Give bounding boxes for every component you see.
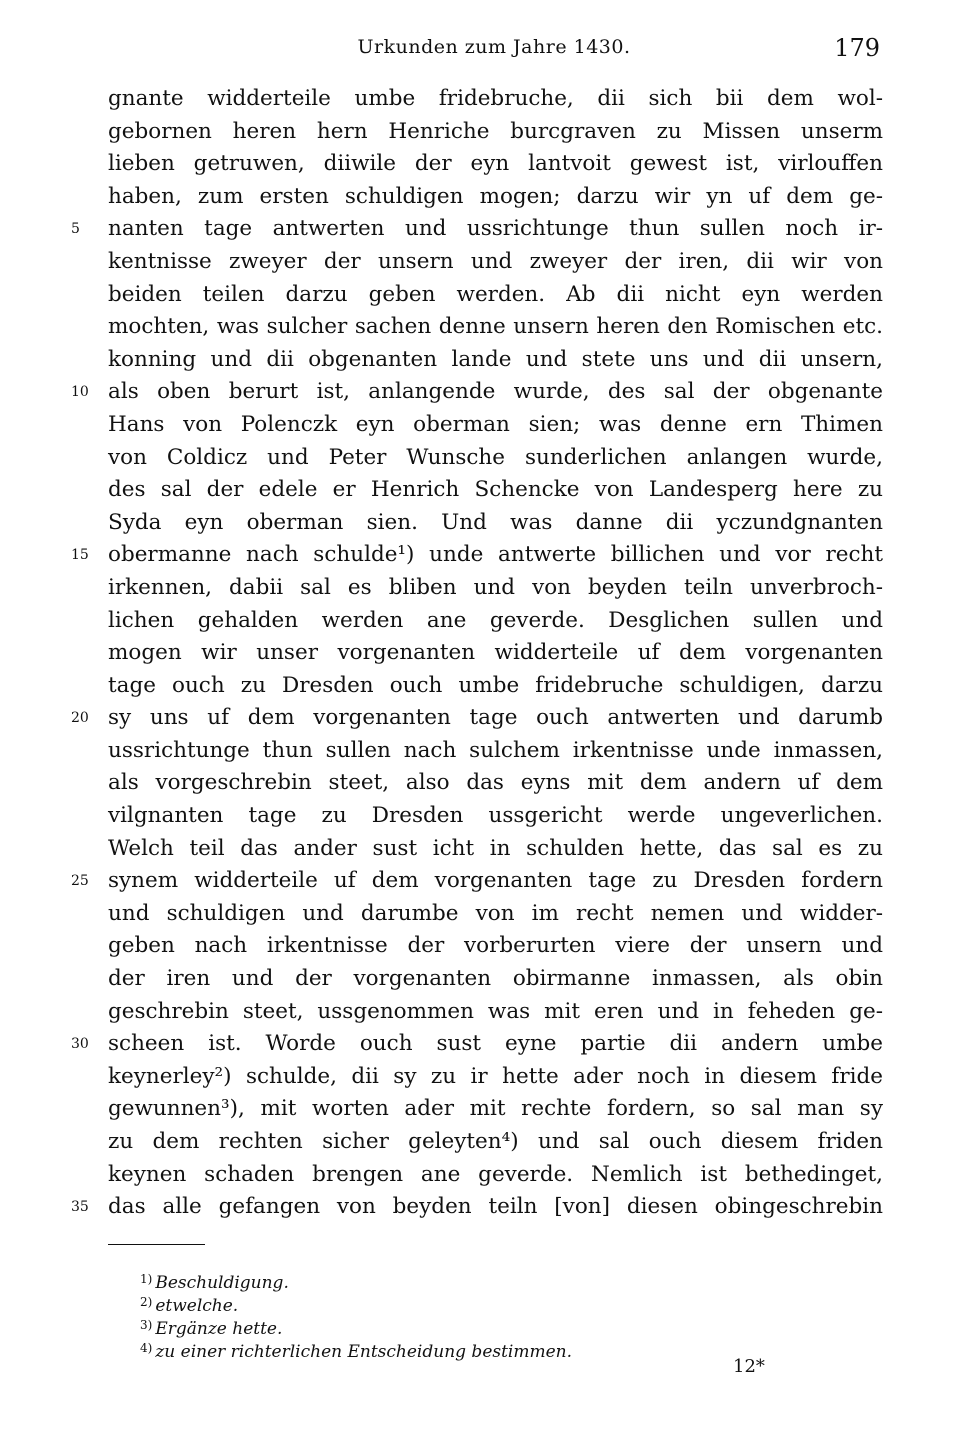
line-number: 30 xyxy=(71,1036,89,1053)
line-text: gnante widderteile umbe fridebruche, dii sich bii dem wol- xyxy=(108,86,883,111)
text-line xyxy=(108,474,883,507)
footnote xyxy=(140,1268,840,1291)
line-text: konning und dii obgenanten lande und stete uns und dii unsern, xyxy=(108,346,883,372)
text-line xyxy=(108,996,883,1029)
line-number: 15 xyxy=(71,547,89,564)
line-text: gebornen heren hern Henriche burcgraven zu Missen unserm xyxy=(108,118,883,144)
line-text: gewunnen³), mit worten ader mit rechte fordern, so sal man sy xyxy=(108,1096,883,1122)
line-text: sy uns uf dem vorgenanten tage ouch antwerten und darumb xyxy=(108,705,883,731)
footnotes xyxy=(140,1268,840,1360)
main-text xyxy=(71,83,883,1224)
line-number: 5 xyxy=(71,221,80,238)
line-text: ussrichtunge thun sullen nach sulchem irkentnisse unde inmassen, xyxy=(108,737,883,763)
text-line xyxy=(108,507,883,540)
line-text: lieben getruwen, diiwile der eyn lantvoit gewest ist, virlouffen xyxy=(108,151,883,177)
text-line xyxy=(108,1061,883,1094)
footnote-text: Ergänze hette. xyxy=(155,1319,283,1339)
text-line xyxy=(108,148,883,181)
page-number: 179 xyxy=(834,34,880,62)
text-line xyxy=(108,83,883,116)
text-line xyxy=(108,246,883,279)
line-number: 25 xyxy=(71,873,89,890)
line-number: 10 xyxy=(71,384,89,401)
text-line xyxy=(71,702,883,735)
footnote-text: Beschuldigung. xyxy=(155,1273,289,1293)
text-line xyxy=(108,735,883,768)
line-text: als vorgeschrebin steet, also das eyns mit dem andern uf dem xyxy=(108,770,883,796)
line-text: und schuldigen und darumbe von im recht nemen und widder- xyxy=(108,900,883,926)
line-number: 35 xyxy=(71,1199,89,1216)
footnote-divider xyxy=(108,1244,205,1245)
text-line xyxy=(108,409,883,442)
footnote-mark: 2) xyxy=(140,1295,153,1309)
footnote-mark: 3) xyxy=(140,1318,153,1332)
text-line xyxy=(108,605,883,638)
line-text: als oben berurt ist, anlangende wurde, des sal der obgenante xyxy=(108,379,883,405)
text-line xyxy=(108,279,883,312)
line-text: lichen gehalden werden ane geverde. Desglichen sullen und xyxy=(108,607,883,633)
line-text: nanten tage antwerten und ussrichtunge thun sullen noch ir- xyxy=(108,216,883,242)
page-header xyxy=(108,34,880,64)
line-text: das alle gefangen von beyden teiln [von] diesen obingeschrebin xyxy=(108,1194,883,1220)
line-text: mogen wir unser vorgenanten widderteile uf dem vorgenanten xyxy=(108,640,883,666)
text-line xyxy=(71,213,883,246)
line-text: synem widderteile uf dem vorgenanten tage zu Dresden fordern xyxy=(108,868,883,894)
footnote-text: zu einer richterlichen Entscheidung bestimmen. xyxy=(155,1342,573,1362)
text-line xyxy=(71,1028,883,1061)
line-text: Welch teil das ander sust icht in schulden hette, das sal es zu xyxy=(108,835,883,861)
text-line xyxy=(108,1159,883,1192)
text-line xyxy=(108,767,883,800)
signature-mark: 12* xyxy=(733,1356,765,1377)
footnote-mark: 1) xyxy=(140,1272,153,1286)
line-text: des sal der edele er Henrich Schencke von Landesperg here zu xyxy=(108,477,883,503)
text-line xyxy=(71,539,883,572)
text-line xyxy=(108,963,883,996)
line-number: 20 xyxy=(71,710,89,727)
text-line xyxy=(108,637,883,670)
line-text: geben nach irkentnisse der vorberurten viere der unsern und xyxy=(108,933,883,959)
footnote-mark: 4) xyxy=(140,1341,153,1355)
text-line xyxy=(108,930,883,963)
footnote-text: etwelche. xyxy=(155,1296,239,1316)
text-line xyxy=(108,800,883,833)
text-line xyxy=(108,311,883,344)
text-line xyxy=(108,1093,883,1126)
text-line xyxy=(108,116,883,149)
line-text: haben, zum ersten schuldigen mogen; darzu wir yn uf dem ge- xyxy=(108,183,883,209)
line-text: kentnisse zweyer der unsern und zweyer der iren, dii wir von xyxy=(108,248,883,274)
line-text: scheen ist. Worde ouch sust eyne partie dii andern umbe xyxy=(108,1031,883,1057)
line-text: von Coldicz und Peter Wunsche sunderlichen anlangen wurde, xyxy=(108,444,883,470)
text-line xyxy=(108,898,883,931)
line-text: zu dem rechten sicher geleyten⁴) und sal ouch diesem friden xyxy=(108,1129,883,1154)
text-line xyxy=(108,442,883,475)
line-text: Hans von Polenczk eyn oberman sien; was denne ern Thimen xyxy=(108,411,883,437)
text-line xyxy=(71,376,883,409)
text-line xyxy=(108,670,883,703)
line-text: mochten, was sulcher sachen denne unsern heren den Romischen etc. xyxy=(108,314,883,340)
line-text: irkennen, dabii sal es bliben und von beyden teiln unverbroch- xyxy=(108,574,883,600)
line-text: der iren und der vorgenanten obirmanne inmassen, als obin xyxy=(108,966,883,992)
footnote xyxy=(140,1291,840,1314)
footnote xyxy=(140,1314,840,1337)
line-text: beiden teilen darzu geben werden. Ab dii nicht eyn werden xyxy=(108,281,883,307)
running-head: Urkunden zum Jahre 1430. xyxy=(357,36,631,58)
line-text: obermanne nach schulde¹) unde antwerte billichen und vor recht xyxy=(108,542,883,568)
text-line xyxy=(108,833,883,866)
text-line xyxy=(71,865,883,898)
line-text: vilgnanten tage zu Dresden ussgericht werde ungeverlichen. xyxy=(108,803,883,829)
text-line xyxy=(71,1191,883,1224)
text-line xyxy=(108,344,883,377)
line-text: tage ouch zu Dresden ouch umbe fridebruche schuldigen, darzu xyxy=(108,672,883,698)
text-line xyxy=(108,181,883,214)
text-line xyxy=(108,572,883,605)
line-text: keynen schaden brengen ane geverde. Nemlich ist bethedinget, xyxy=(108,1161,883,1187)
line-text: Syda eyn oberman sien. Und was danne dii yczundgnanten xyxy=(108,509,883,535)
line-text: keynerley²) schulde, dii sy zu ir hette ader noch in diesem fride xyxy=(108,1063,883,1089)
text-line xyxy=(108,1126,883,1159)
line-text: geschrebin steet, ussgenommen was mit eren und in feheden ge- xyxy=(108,998,883,1024)
